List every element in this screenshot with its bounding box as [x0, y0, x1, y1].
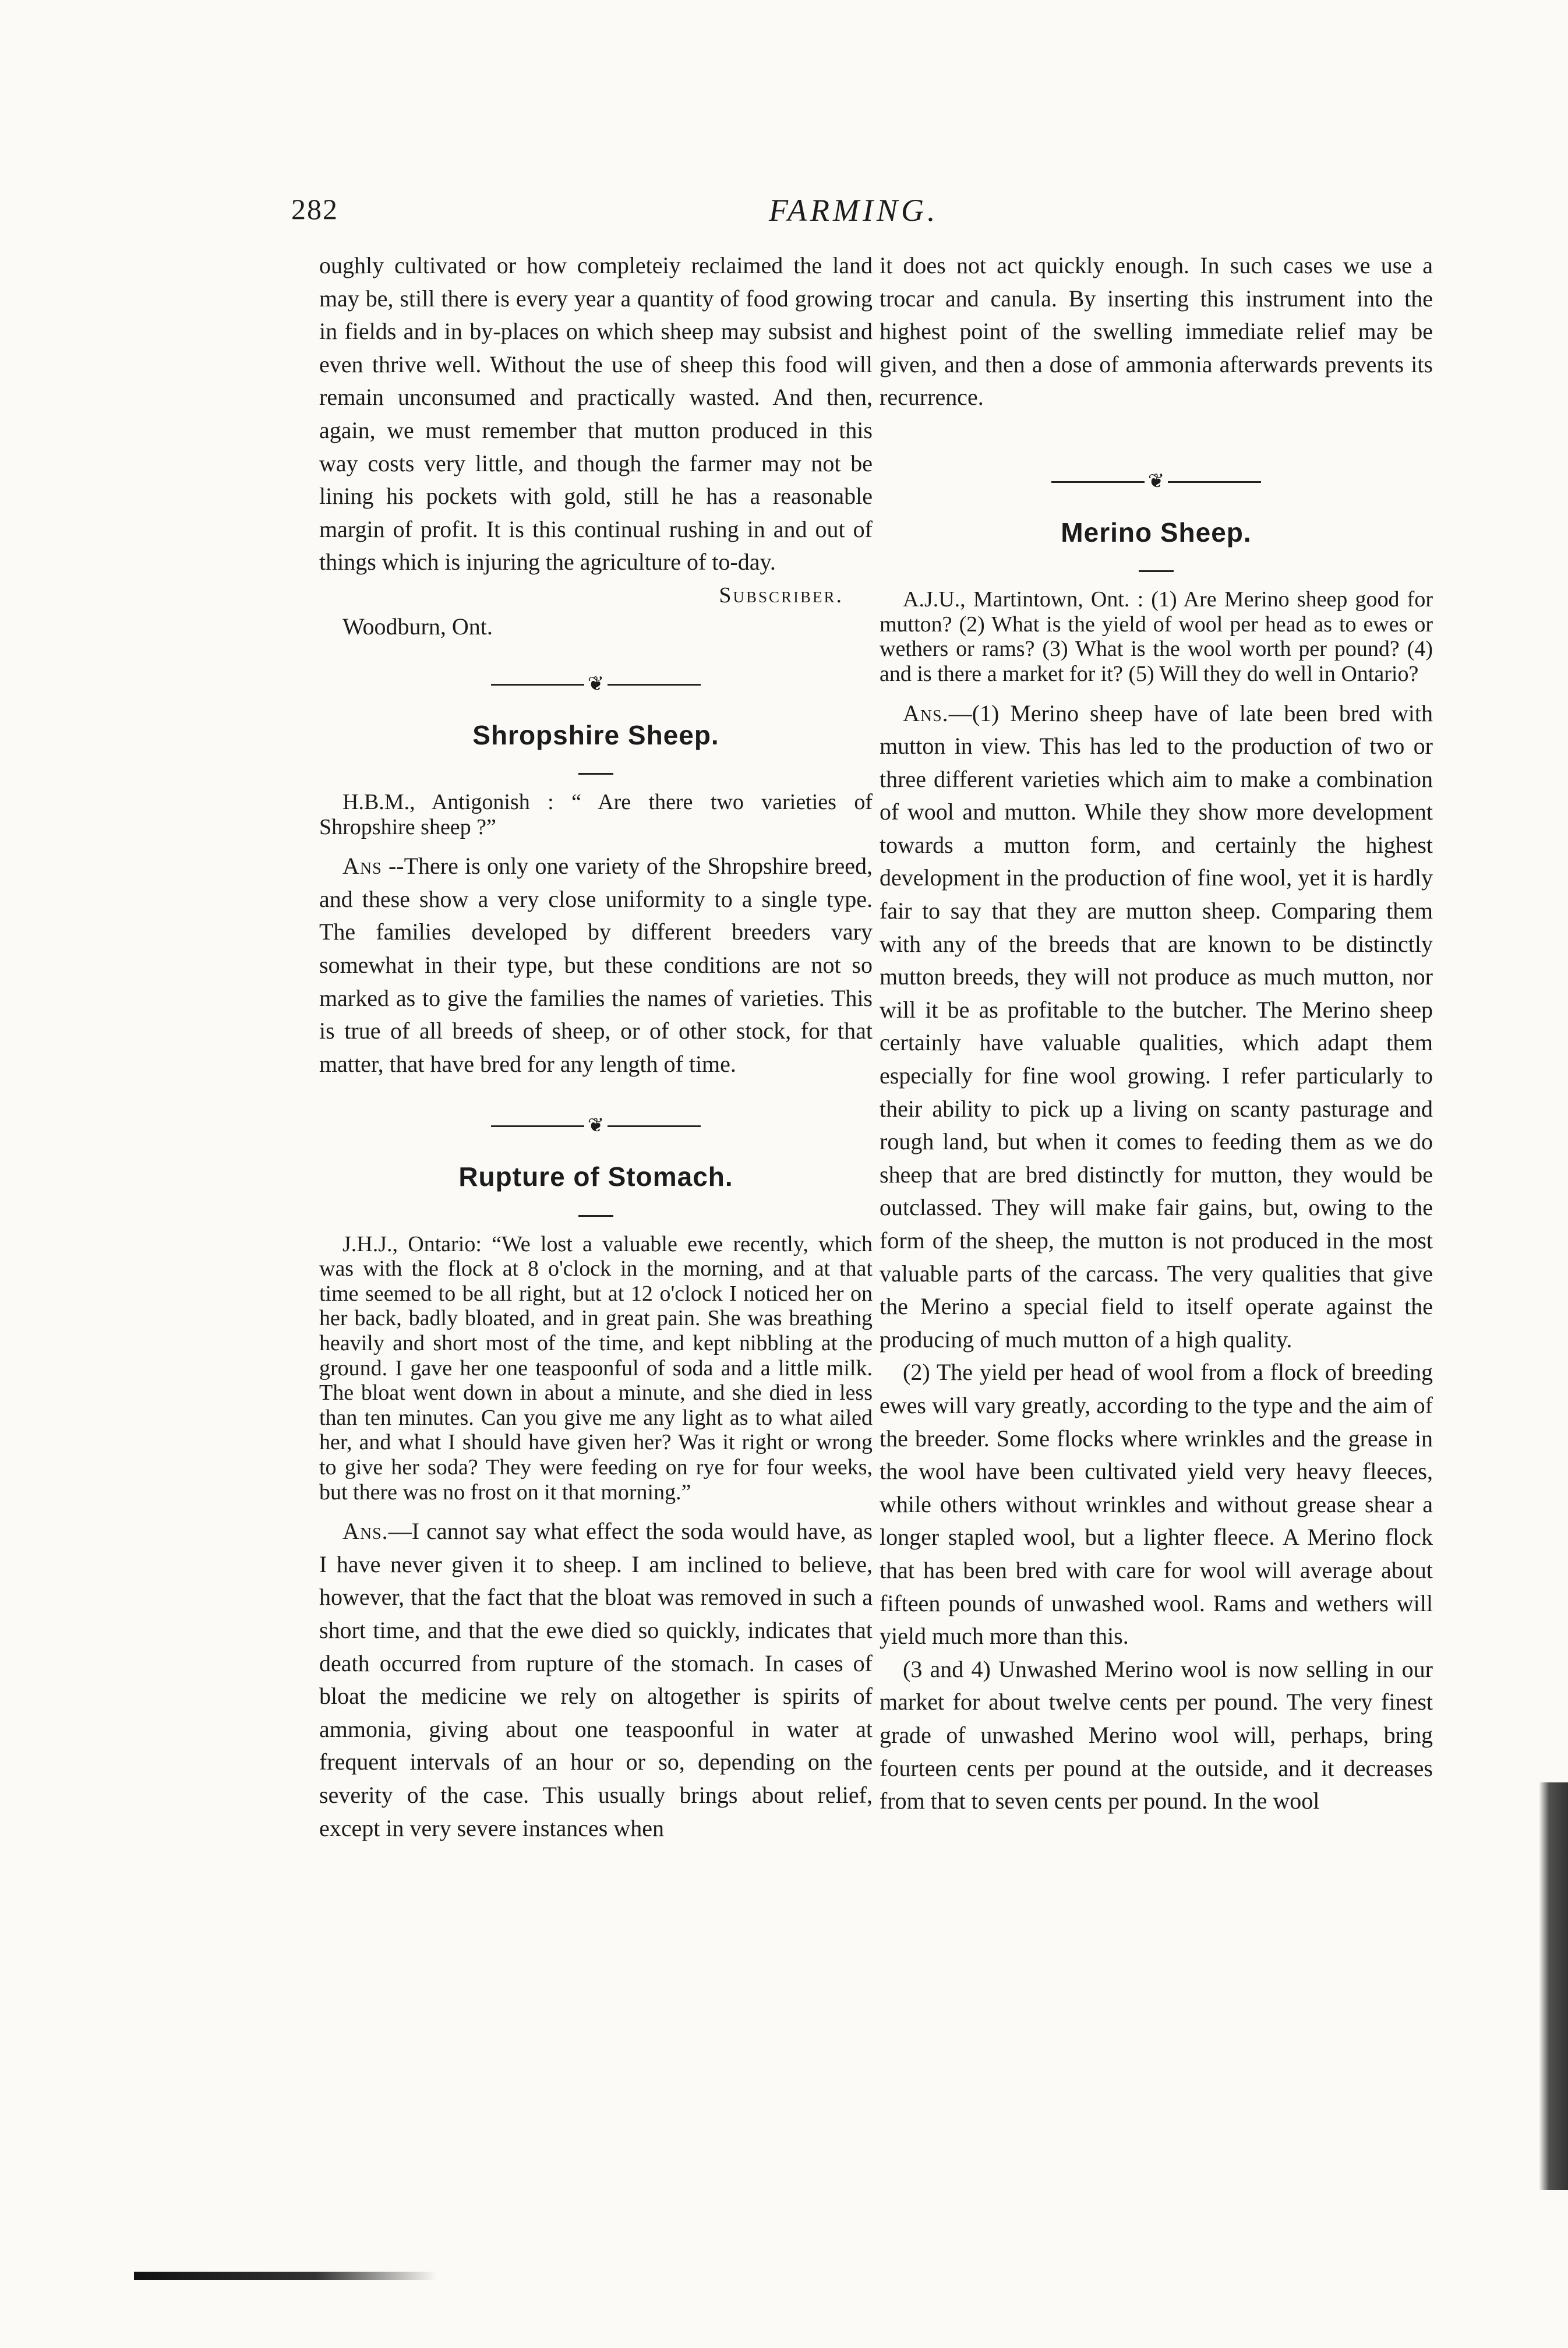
page-number: 282 [291, 193, 338, 225]
reader-query: A.J.U., Martintown, Ont. : (1) Are Merino sheep good for mutton? (2) What is the yield of wool per head as to ewes or wethers or rams? (3) What is the wool worth per pound? (4) and is there a market for it? (5) Will they do well in Ontario? [880, 587, 1433, 686]
section-divider [491, 673, 701, 696]
answer-body: —I cannot say what effect the soda would have, as I have never given it to sheep. I am inclined to believe, however, that the fact that the bloat was removed in such a short time, and that the ewe died so quickly, indicates that death occurred from rupture of the stomach. In cases of bloat the medicine we rely on altogether is spirits of ammonia, giving about one teaspoonful in water at frequent intervals of an hour or so, depending on the severity of the case. This usually brings about relief, except in very severe instances when [319, 1518, 873, 1841]
running-head [0, 192, 1568, 233]
heading-rule [578, 1215, 613, 1217]
ornament-icon: ❦ [1145, 470, 1168, 493]
answer-body: —(1) Merino sheep have of late been bred with mutton in view. This has led to the production of two or three different varieties which aim to make a combination of wool and mutton. While they show more development towards a mutton form, and certainly the highest development in the production of fine wool, yet it is hardly fair to say that they are mutton sheep. Comparing them with any of the breeds that are known to be distinctly mutton breeds, they will not produce as much mutton, nor will it be as profitable to the butcher. The Merino sheep certainly have valuable qualities, which adapt them especially for fine wool growing. I refer particularly to their ability to pick up a living on scanty pasturage and rough land, but when it comes to feeding them as we do sheep that are bred distinctly for mutton, they would be outclassed. They will make fair gains, but, owing to the form of the sheep, the mutton is not produced in the most valuable parts of the carcass. The very qualities that give the Merino a special field to itself operate against the producing of much mutton of a high quality. [880, 700, 1433, 1353]
answer-text [880, 697, 1433, 1357]
section-divider [491, 1114, 701, 1138]
heading-rule [1139, 570, 1174, 572]
left-column [319, 249, 873, 1845]
journal-title: FARMING. [769, 193, 939, 228]
heading-rule [578, 773, 613, 775]
answer-paragraph: (2) The yield per head of wool from a flock of breeding ewes will vary greatly, according to the type and the aim of the breeder. Some flocks where wrinkles and the grease in the wool have been cultivated yield very heavy fleeces, while others without wrinkles and without grease shear a longer stapled wool, but a lighter fleece. A Merino flock that has been bred with care for wool will average about fifteen pounds of unwashed wool. Rams and wethers will yield much more than this. [880, 1359, 1433, 1650]
answer-body: --There is only one variety of the Shropshire breed, and these show a very close uniformity to a single type. The families developed by different breeders vary somewhat in their type, but these conditions are not so marked as to give the families the names of varieties. This is true of all breeds of sheep, or of other stock, for that matter, that have bred for any length of time. [319, 853, 873, 1077]
reader-query: J.H.J., Ontario: “We lost a valuable ewe recently, which was with the flock at 8 o'clock in the morning, and at that time seemed to be all right, but at 12 o'clock I noticed her on her back, badly bloated, and in great pain. She was breathing heavily and short most of the time, and kept nibbling at the ground. I gave her one teaspoonful of soda and a little milk. The bloat went down in about a minute, and she died in less than ten minutes. Can you give me any light as to what ailed her, and what I should have given her? Was it right or wrong to give her soda? They were feeding on rye for four weeks, but there was no frost on it that morning.” [319, 1231, 873, 1505]
answer-text [319, 1515, 873, 1845]
ornament-icon: ❦ [584, 673, 608, 696]
ornament-icon: ❦ [584, 1114, 608, 1138]
reader-query: H.B.M., Antigonish : “ Are there two varieties of Shropshire sheep ?” [319, 790, 873, 839]
article-heading: Merino Sheep. [1061, 517, 1252, 548]
article-heading: Rupture of Stomach. [458, 1161, 733, 1192]
continued-text: oughly cultivated or how completeiy reclaimed the land may be, still there is every year a quantity of food growing in fields and in by-places on which sheep may subsist and even thrive well. Without the use of sheep this food will remain unconsumed and practically wasted. And then, again, we must remember that mutton produced in this way costs very little, and though the farmer may not be lining his pockets with gold, still he has a reasonable margin of profit. It is this continual rushing in and out of things which is injuring the agriculture of to-day. [319, 252, 873, 575]
continued-text: it does not act quickly enough. In such cases we use a trocar and canula. By inserting this instrument into the highest point of the swelling immediate relief may be given, and then a dose of ammonia afterwards prevents its recurrence. [880, 252, 1433, 411]
answer-text [319, 850, 873, 1081]
answer-label: Ans [342, 853, 382, 880]
section-divider [1051, 470, 1261, 493]
article-heading: Shropshire Sheep. [472, 719, 719, 750]
place-line: Woodburn, Ont. [342, 613, 493, 640]
answer-paragraph: (3 and 4) Unwashed Merino wool is now selling in our market for about twelve cents per pound. The very finest grade of unwashed Merino wool will, perhaps, bring fourteen cents per pound at the outside, and it decreases from that to seven cents per pound. In the wool [880, 1655, 1433, 1814]
scan-edge-mark [1539, 1782, 1568, 2190]
signature: Subscriber. [719, 582, 843, 608]
scan-edge-mark [134, 2272, 437, 2280]
answer-label: Ans. [342, 1518, 389, 1545]
answer-label: Ans. [903, 700, 949, 726]
right-column [880, 249, 1433, 1818]
